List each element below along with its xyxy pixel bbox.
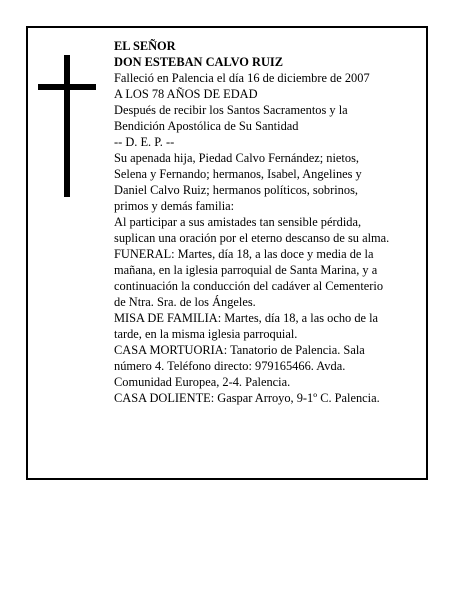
death-date-line: Falleció en Palencia el día 16 de diciembre de 2007 (114, 71, 370, 85)
title-line-1: EL SEÑOR (114, 39, 176, 53)
request-line-1: Al participar a sus amistades tan sensible pérdida, (114, 215, 362, 229)
sacraments-line-1: Después de recibir los Santos Sacramentos y la (114, 103, 348, 117)
mass-line-1: MISA DE FAMILIA: Martes, día 18, a las ocho de la (114, 311, 379, 325)
family-line-1: Su apenada hija, Piedad Calvo Fernández; nietos, (114, 151, 359, 165)
obituary-text (114, 38, 414, 406)
wake-line-1: CASA MORTUORIA: Tanatorio de Palencia. Sala (114, 343, 365, 357)
funeral-line-3: continuación la conducción del cadáver al Cementerio (114, 279, 384, 293)
request-line-2: suplican una oración por el eterno descanso de su alma. (114, 231, 390, 245)
home-line-1: CASA DOLIENTE: Gaspar Arroyo, 9-1º C. Palencia. (114, 391, 380, 405)
funeral-line-4: de Ntra. Sra. de los Ángeles. (114, 295, 256, 309)
age-line: A LOS 78 AÑOS DE EDAD (114, 87, 258, 101)
family-line-2: Selena y Fernando; hermanos, Isabel, Angelines y (114, 167, 362, 181)
funeral-line-1: FUNERAL: Martes, día 18, a las doce y media de la (114, 247, 374, 261)
deceased-name: DON ESTEBAN CALVO RUIZ (114, 55, 284, 69)
funeral-line-2: mañana, en la iglesia parroquial de Santa Marina, y a (114, 263, 378, 277)
wake-line-2: número 4. Teléfono directo: 979165466. Avda. (114, 359, 346, 373)
cross-horizontal-bar (38, 84, 96, 90)
mass-line-2: tarde, en la misma iglesia parroquial. (114, 327, 298, 341)
family-line-4: primos y demás familia: (114, 199, 235, 213)
sacraments-line-2: Bendición Apostólica de Su Santidad (114, 119, 299, 133)
family-line-3: Daniel Calvo Ruiz; hermanos políticos, sobrinos, (114, 183, 358, 197)
dep-line: -- D. E. P. -- (114, 135, 175, 149)
wake-line-3: Comunidad Europea, 2-4. Palencia. (114, 375, 291, 389)
cross-vertical-bar (64, 55, 70, 197)
